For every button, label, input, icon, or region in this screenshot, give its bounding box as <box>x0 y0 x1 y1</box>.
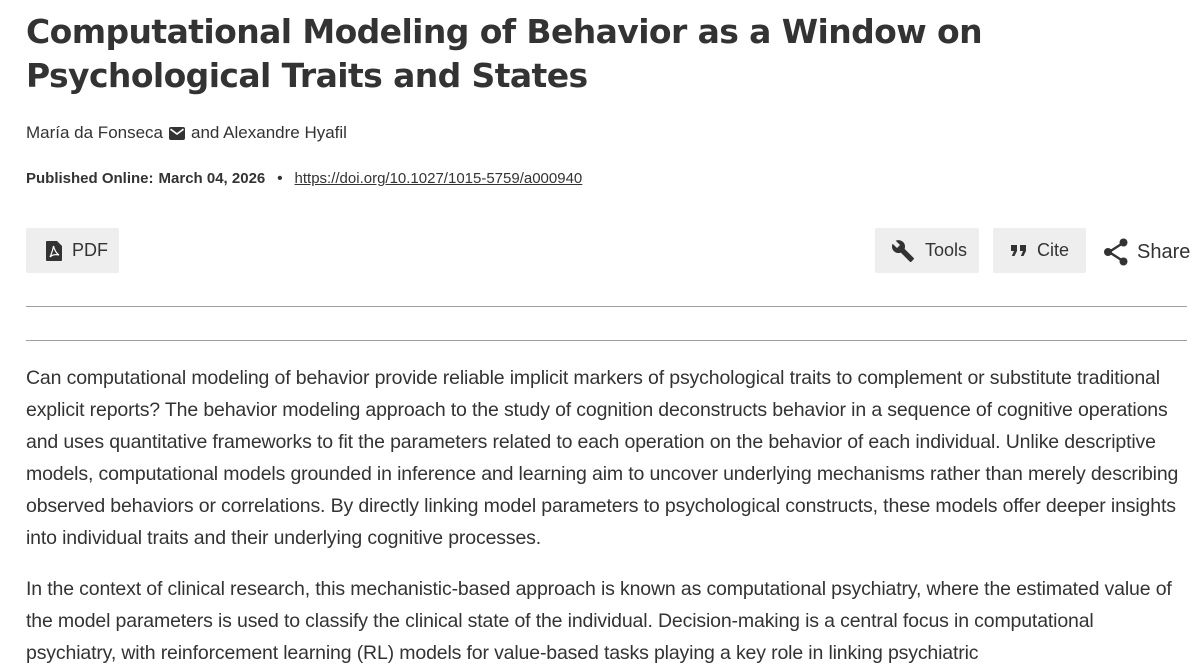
published-date: March 04, 2026 <box>158 170 266 187</box>
quote-icon <box>1011 245 1027 257</box>
author-name[interactable]: and Alexandre Hyafil <box>191 123 347 142</box>
pdf-icon <box>46 241 62 261</box>
article-title: Computational Modeling of Behavior as a Window on Psychological Traits and States <box>26 12 982 95</box>
publication-info <box>26 169 582 189</box>
separator-dot: • <box>277 170 283 187</box>
pdf-label: PDF <box>72 240 108 260</box>
cite-label: Cite <box>1037 240 1070 260</box>
divider <box>26 306 1187 307</box>
pdf-button[interactable] <box>26 228 119 273</box>
published-label: Published Online: <box>26 170 154 187</box>
cite-button[interactable] <box>993 228 1086 273</box>
body-paragraph: In the context of clinical research, this mechanistic-based approach is known as computational psychiatry, where the estimated value of the model parameters is used to classify the clinical state of the individual. Decision-making is a central focus in computational psychiatry, with reinforcement learning (RL) models for value-based tasks playing a key role in linking psychiatric <box>26 578 1172 664</box>
body-paragraph: Can computational modeling of behavior provide reliable implicit markers of psychological traits to complement or substitute traditional explicit reports? The behavior modeling approach to the study of cognition deconstructs behavior in a sequence of cognitive operations and uses quantitative frameworks to fit the parameters related to each operation on the behavior of each individual. Unlike descriptive models, computational models grounded in inference and learning aim to uncover underlying mechanisms rather than merely describing observed behaviors or correlations. By directly linking model parameters to psychological constructs, these models offer deeper insights into individual traits and their underlying cognitive processes. <box>26 367 1179 549</box>
author-list <box>26 122 347 144</box>
wrench-icon <box>891 239 915 263</box>
envelope-icon[interactable] <box>169 127 185 140</box>
tools-button[interactable] <box>875 228 979 273</box>
author-name[interactable]: María da Fonseca <box>26 123 164 142</box>
divider <box>26 340 1187 341</box>
share-label: Share <box>1137 240 1191 263</box>
share-icon <box>1103 238 1129 266</box>
share-button[interactable] <box>1103 238 1190 266</box>
tools-label: Tools <box>925 240 968 260</box>
doi-link[interactable]: https://doi.org/10.1027/1015-5759/a000940 <box>294 170 583 187</box>
